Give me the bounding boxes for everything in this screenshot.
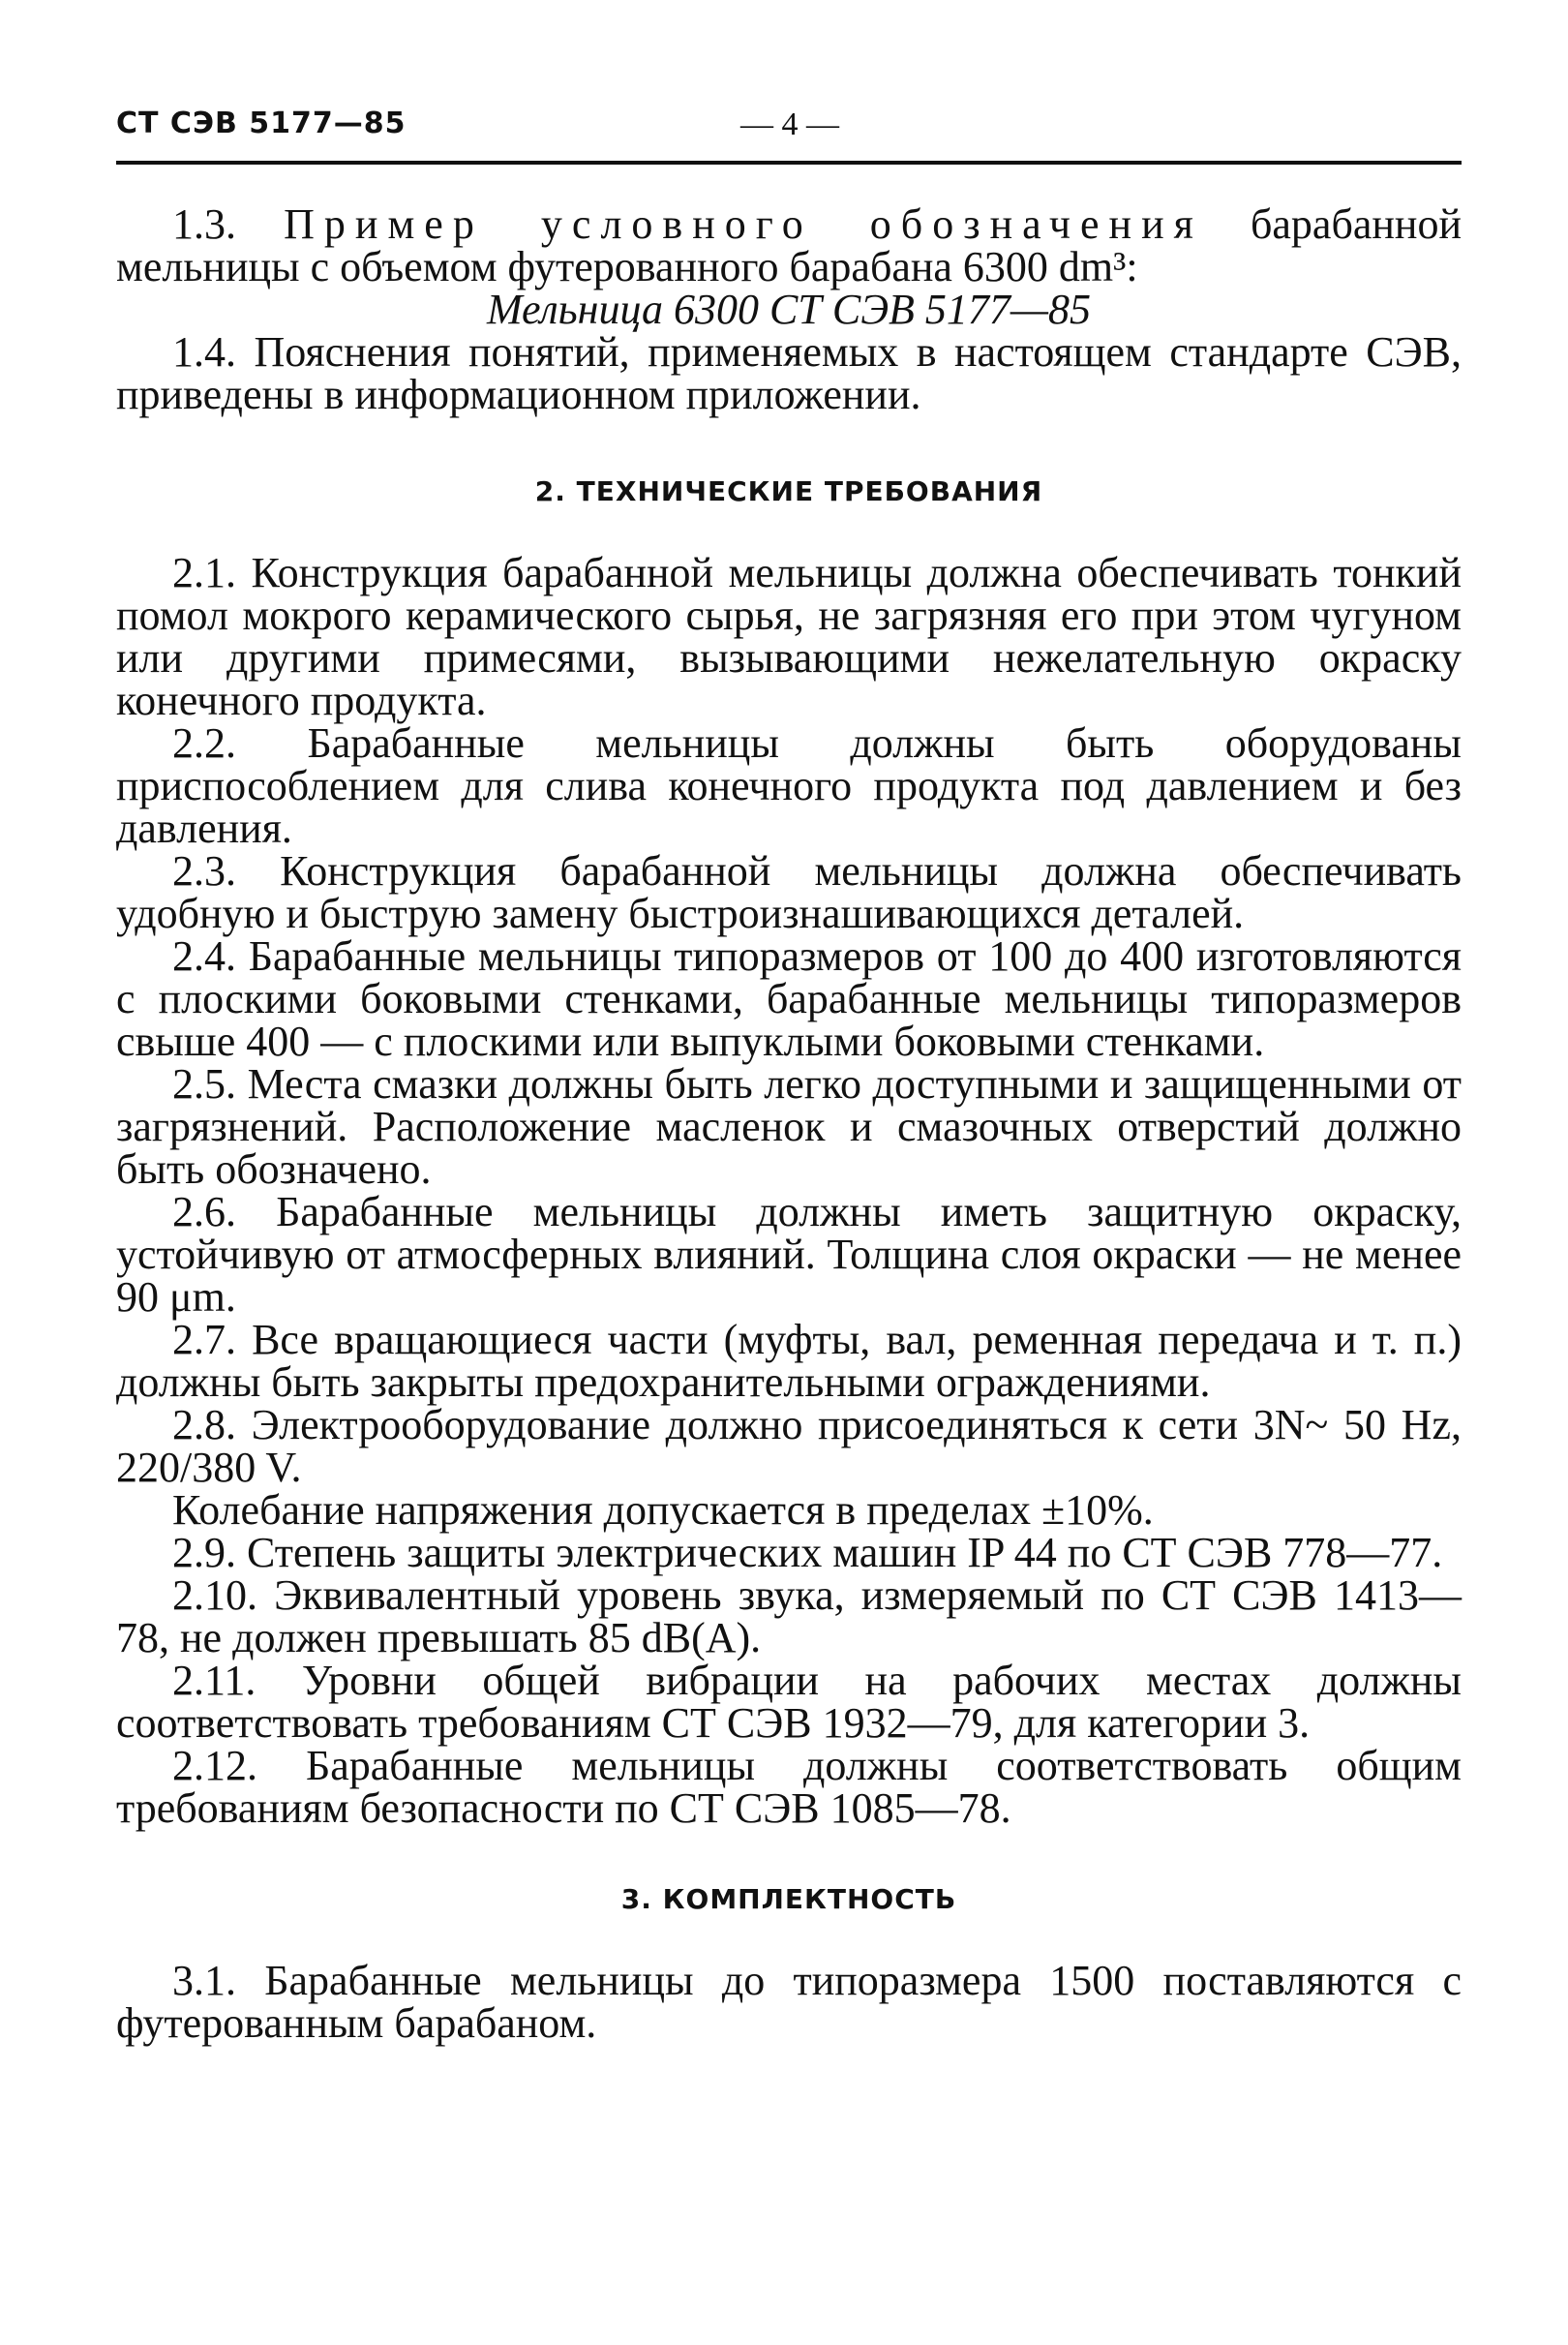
clause-2-6: 2.6. Барабанные мельницы должны иметь защитную окраску, устойчивую от атмосферных влияний. Толщина слоя окраски — не менее 90 μm. (116, 1188, 1462, 1321)
document-body (116, 200, 1462, 2047)
standard-code: СТ СЭВ 5177—85 (116, 107, 407, 140)
clause-1-3 (116, 200, 1462, 290)
clause-2-12: 2.12. Барабанные мельницы должны соответствовать общим требованиям безопасности по СТ СЭВ 1085—78. (116, 1742, 1462, 1832)
clause-2-2: 2.2. Барабанные мельницы должны быть оборудованы приспособлением для слива конечного продукта под давлением и без давления. (116, 719, 1462, 852)
clause-2-8: 2.8. Электрооборудование должно присоединяться к сети 3N~ 50 Hz, 220/380 V. (116, 1401, 1462, 1491)
clause-3-1: 3.1. Барабанные мельницы до типоразмера 1500 поставляются с футерованным барабаном. (116, 1957, 1462, 2047)
clause-2-3: 2.3. Конструкция барабанной мельницы должна обеспечивать удобную и быструю замену быстроизнашивающихся деталей. (116, 847, 1462, 937)
header-rule (116, 161, 1462, 165)
running-header (116, 97, 1462, 155)
clause-2-9: 2.9. Степень защиты электрических машин IP 44 по СТ СЭВ 778—77. (172, 1529, 1443, 1576)
document-page (116, 97, 1462, 2045)
clause-1-3-spaced-term: Пример условного обозначения (284, 200, 1203, 248)
section-heading-technical-requirements: 2. ТЕХНИЧЕСКИЕ ТРЕБОВАНИЯ (534, 475, 1043, 507)
clause-2-4: 2.4. Барабанные мельницы типоразмеров от 100 до 400 изготовляются с плоскими боковыми стенками, барабанные мельницы типоразмеров свыше 400 — с плоскими или выпуклыми боковыми стенками. (116, 932, 1462, 1065)
clause-2-10: 2.10. Эквивалентный уровень звука, измеряемый по СТ СЭВ 1413—78, не должен превышать 85 dB(A). (116, 1571, 1462, 1661)
clause-2-7: 2.7. Все вращающиеся части (муфты, вал, ременная передача и т. п.) должны быть закрыты предохранительными ограждениями. (116, 1316, 1462, 1406)
page-number: — 4 — (740, 107, 839, 142)
clause-1-4: 1.4. Пояснения понятий, применяемых в настоящем стандарте СЭВ, приведены в информационном приложении. (116, 328, 1462, 418)
designation-example: Мельница 6300 СТ СЭВ 5177—85 (486, 286, 1091, 333)
clause-2-8-note: Колебание напряжения допускается в пределах ±10%. (172, 1486, 1154, 1534)
clause-2-1: 2.1. Конструкция барабанной мельницы должна обеспечивать тонкий помол мокрого керамического сырья, не загрязняя его при этом чугуном или другими примесями, вызывающими нежелательную окраску конечного продукта. (116, 549, 1462, 724)
section-heading-completeness: 3. КОМПЛЕКТНОСТЬ (620, 1883, 957, 1915)
clause-2-5: 2.5. Места смазки должны быть легко доступными и защищенными от загрязнений. Расположение масленок и смазочных отверстий должно быть обозначено. (116, 1060, 1462, 1193)
clause-1-3-text: барабанной мельницы с объемом футерованного барабана 6300 dm³: (116, 200, 1462, 290)
clause-2-11: 2.11. Уровни общей вибрации на рабочих местах должны соответствовать требованиям СТ СЭВ 1932—79, для категории 3. (116, 1657, 1462, 1747)
clause-1-3-number: 1.3. (172, 200, 236, 248)
